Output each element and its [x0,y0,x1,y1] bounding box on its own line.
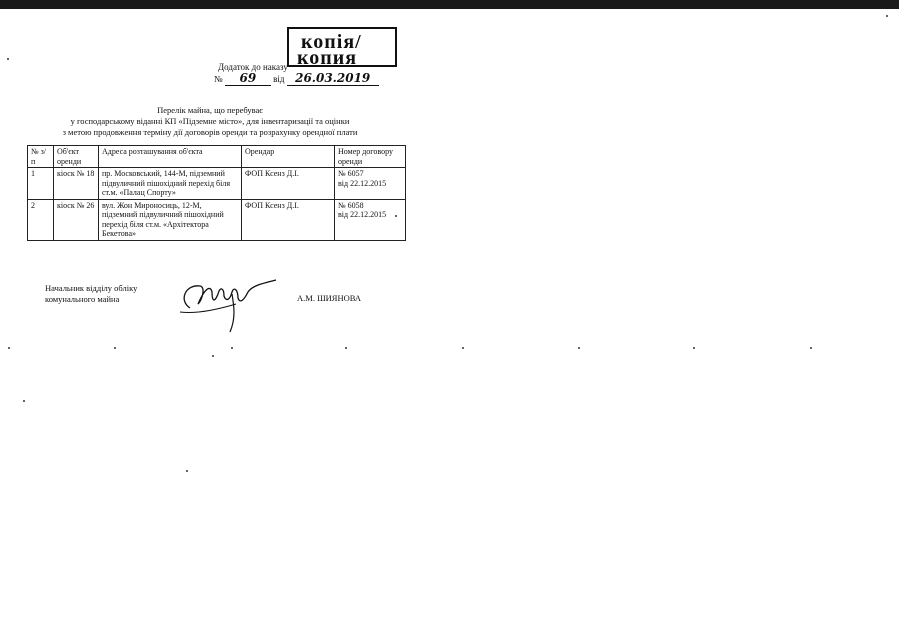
header-object: Об'єкт оренди [54,146,99,168]
row-object: кіоск № 18 [54,168,99,200]
contract-number: № 6058 [338,200,364,210]
header-contract: Номер договору оренди [335,146,406,168]
header-tenant: Орендар [242,146,335,168]
order-date: 26.03.2019 [295,71,371,85]
order-reference [214,71,379,86]
scan-speck [7,58,9,60]
header-num: № з/п [28,146,54,168]
scan-speck [23,400,25,402]
contract-date: від 22.12.2015 [338,178,387,188]
copy-stamp [287,27,397,67]
addendum-label: Додаток до наказу [218,62,288,72]
stamp-line-2: копия [297,47,358,69]
contract-date: від 22.12.2015 [338,210,387,219]
header-address: Адреса розташування об'єкта [99,146,242,168]
order-date-label: від [273,74,285,84]
contract-number: № 6057 [338,169,364,178]
scan-speck [212,355,214,357]
row-tenant: ФОП Ксенз Д.І. [242,168,335,200]
row-contract [335,168,406,200]
scan-speck [462,347,464,349]
row-tenant: ФОП Ксенз Д.І. [242,199,335,240]
scan-speck [8,347,10,349]
scan-speck [114,347,116,349]
row-address: вул. Жон Мироносиць, 12-М, підземний підвуличний пішохідний перехід біля ст.м. «Архітектора Бекетова» [99,199,242,240]
row-num: 2 [28,199,54,240]
scan-speck [810,347,812,349]
heading-line-3: з метою продовження терміну дії договорів оренди та розрахунку орендної плати [62,127,358,137]
row-address: пр. Московський, 144-М, підземний підвуличний пішохідний перехід біля ст.м. «Палац Спорту» [99,168,242,200]
heading-line-2: у господарському віданні КП «Підземне місто», для інвентаризації та оцінки [70,116,350,126]
row-object: кіоск № 26 [54,199,99,240]
table-header-row [28,146,406,168]
scan-speck [578,347,580,349]
table-row [28,199,406,240]
row-num: 1 [28,168,54,200]
signatory-name: А.М. ШИЯНОВА [297,293,362,303]
order-number-label: № [214,74,223,84]
scan-speck [345,347,347,349]
table-row [28,168,406,200]
signatory-role: Начальник відділу обліку комунального майна [45,283,138,304]
property-table [27,145,406,241]
order-number: 69 [239,71,257,85]
handwritten-signature [176,270,286,340]
scan-speck [231,347,233,349]
scan-speck [886,15,888,17]
scan-top-edge [0,0,899,9]
heading-line-1: Перелік майна, що перебуває [157,105,263,115]
scan-speck [186,470,188,472]
row-contract [335,199,406,240]
stamp-line-1: копія/ [301,31,362,53]
scan-speck [693,347,695,349]
document-heading [30,105,390,138]
